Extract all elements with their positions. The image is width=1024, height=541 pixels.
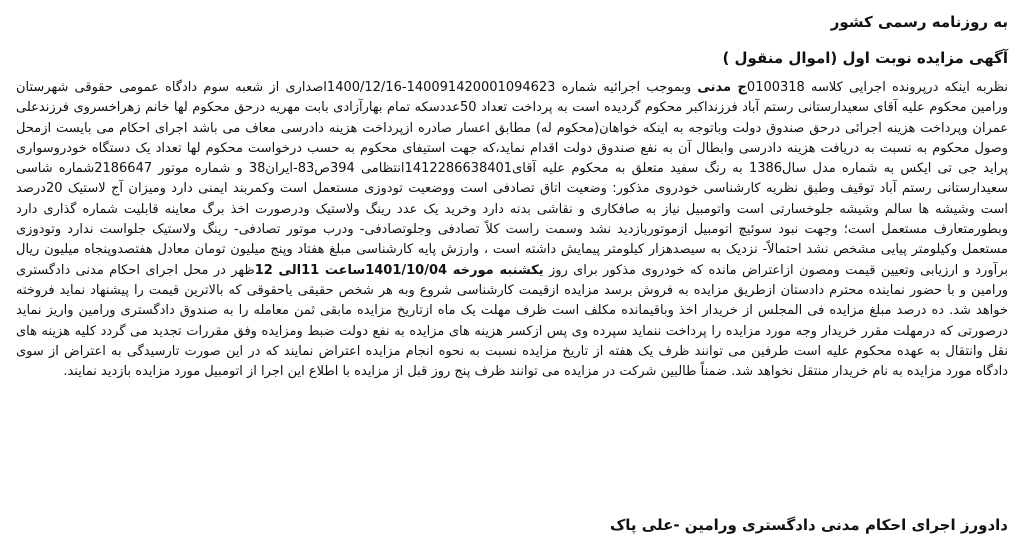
body-text-part-2: وبموجب اجرائیه شماره 140091420001094623-1400/12/16اصداری از شعبه سوم دادگاه عمومی حقوقی شهرستان ورامین محکوم علیه آقای سعیدارستانی رستم آباد فرزنداکبر محکوم گردیده است به پرداخت تعداد 50عددسکه تمام بهارآزادی بابت مهریه درحق محکوم لها خانم زهراخسروی فرزندعلی عمران وپرداخت هزینه اجرائی درحق صندوق دولت وباتوجه به اینکه خواهان(محکوم له) مطابق اعسار صادره ازپرداخت هزینه دادرسی معاف می باشد اجرای احکام می بایست ازمحل وصول محکوم به نسبت به دریافت هزینه دادرسی وابطال آن به نفع صندوق دولت اقدام نماید،که جهت استیفای محکوم به حسب درخواست محکوم لها تعداد یک دستگاه خودروسواری پراید جی تی ایکس به شماره مدل سال1386 به رنگ سفید متعلق به محکوم علیه آقای1412286638401انتظامی 394ص83-ایران38 و شماره موتور 2186647شماره شاسی سعیدارستانی رستم آباد توقیف وطبق نظریه کارشناسی خودروی مذکور: وضعیت اتاق تصادفی است ووضعیت تودوزی مستعمل است وکمربند ایمنی دارد ومیزان آج لاستیک 20درصد است وشیشه ها سالم وشیشه جلوخسارتی است واتومبیل نیاز به صافکاری و نقاشی بدنه دارد وخرید یک عدد رینگ ولاستیک ودرصورت اخذ برگ معاینه قابلیت شماره گذاری دارد وبطورمتعارف مستعمل است؛ وجهت نبود سوئیچ اتومبیل ازموتوربازدید نشد وسمت راست کلاً تصادفی وجلوتصادفی- ودرب موتور تصادفی- رینگ ولاستیک جلواست ندارد وتودوزی مستعمل وکیلومتر پیایی مشخص نشد احتمالاً- نزدیک به سیصدهزار کیلومتر پیمایش داشته است ، وارزش پایه کارشناسی مبلغ هفتاد وپنج میلیون تومان معادل هفتصدوپنجاه میلیون ریال برآورد و ارزیابی وتعیین قیمت ومصون ازاعتراض مانده که خودروی مذکور برای روز	[16, 80, 1009, 278]
body-text-part-3: ظهر در محل اجرای احکام مدنی دادگستری ورامین و با حضور نماینده محترم دادستان ازطریق مزایده به فروش برسد مزایده ازقیمت کارشناسی شروع وبه هر شخص حقیقی یاحقوقی که بالاترین قیمت را پیشنهاد نماید فروخته خواهد شد. ده درصد مبلغ مزایده فی المجلس از خریدار اخذ وباقیمانده مکلف است ظرف مهلت یک ماه ازتاریخ مزایده مابقی ثمن معامله را به صندوق دادگستری ورامین واریز نماید درصورتی که درمهلت مقرر خریدار وجه مورد مزایده را پرداخت ننماید سپرده وی پس ازکسر هزینه های مزایده به نفع دولت ضبط ومزایده وفق مقررات تجدید می گردد کلیه هزینه های نقل وانتقال به عهده محکوم علیه است طرفین می توانند ظرف یک هفته از تاریخ مزایده نسبت به نحوه انجام مزایده اعتراض نمایند که در این صورت تارسیدگی به اعتراض از سوی دادگاه مورد مزایده به نام خریدار منتقل نخواهد شد. ضمناً طالبین شرکت در مزایده می توانند ظرف پنج روز قبل از مزایده با اطلاع این اجرا از اتومبیل مورد مزایده بازدید نمایند.	[16, 262, 1008, 380]
auction-date-time: یکشنبه مورخه 1401/10/04ساعت 11الی 12	[254, 262, 544, 278]
body-bold-case-type: ج مدنی	[697, 80, 747, 95]
notice-title: آگهی مزایده نوبت اول (اموال منقول )	[722, 49, 1008, 67]
auction-notice	[12, 4, 1012, 537]
newspaper-line: به روزنامه رسمی کشور	[830, 13, 1008, 31]
signature-line: دادورز اجرای احکام مدنی دادگستری ورامین -علی پاک	[609, 516, 1008, 534]
body-text-part-1: نظربه اینکه درپرونده اجرایی کلاسه 0100318	[746, 80, 1009, 95]
notice-body	[12, 78, 1012, 382]
